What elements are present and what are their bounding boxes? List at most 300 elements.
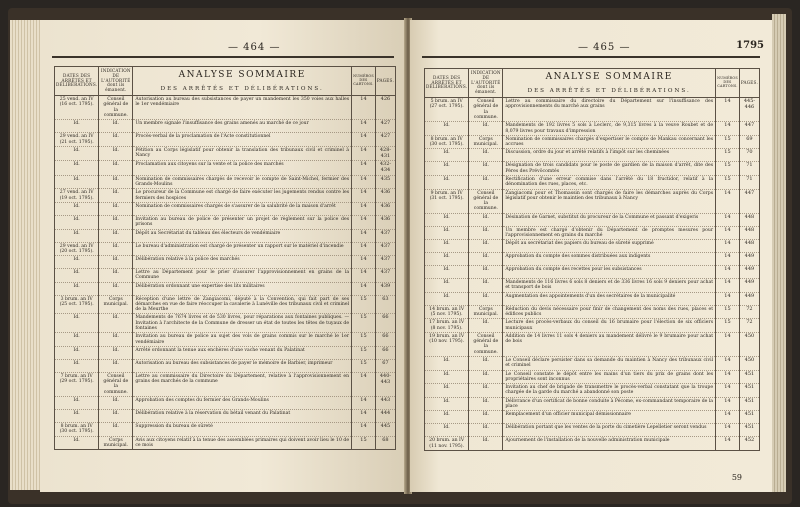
cell-authority: Id. [469,411,503,424]
cell-authority: Id. [99,397,133,410]
table-row [55,436,396,450]
cell-carton-number: 14 [716,98,740,122]
cell-carton-number: 15 [352,346,376,359]
cell-carton-number: 14 [352,161,376,176]
cell-analysis: Nomination de commissaires chargés de s'assurer de la salubrité de la maison d'arrêt [133,202,352,215]
cell-analysis: Mandements de 7674 livres et de 530 livres, pour réparations aux fontaines publiques. — Invitation à l'architecte de la Commune de dresser un état de toutes les têtes de tuyaux de fontaines [133,314,352,333]
table-row [55,146,396,161]
cell-carton-number: 14 [352,372,376,396]
table-row [55,314,396,333]
cell-date: 3 brum. an IV (25 oct. 1795). [55,295,99,314]
cell-carton-number: 14 [352,202,376,215]
cell-pages: 443 [375,397,395,410]
cell-analysis: Discussion, ordre du jour et arrêté relatifs à l'impôt sur les cheminées [503,149,716,162]
cell-date: Id. [55,229,99,242]
table-row [425,122,760,136]
cell-carton-number: 15 [716,175,740,189]
cell-date: Id. [425,175,469,189]
cell-date: Id. [425,213,469,226]
cell-pages: 71 [739,175,759,189]
cell-pages: 71 [739,162,759,176]
cell-analysis: Lettre au commissaire du directoire du Département sur l'insuffisance des approvisionnements du marché aux grains [503,98,716,122]
cell-authority: Id. [99,161,133,176]
cell-authority: Conseil général de la commune. [469,98,503,122]
cell-authority: Id. [469,279,503,293]
cell-carton-number: 14 [716,411,740,424]
cell-analysis: Lecture des procès-verbaux du conseil du 16 brumaire pour l'élection de six officiers municipaux [503,319,716,333]
cell-date: Id. [55,333,99,347]
cell-carton-number: 14 [352,175,376,189]
cell-analysis: Le procureur de la Commune est chargé de faire exécuter les jugements rendus contre les fermiers des hospices [133,189,352,203]
cell-pages: 449 [739,266,759,279]
cell-date: 7 brum. an IV (29 oct. 1795). [55,372,99,396]
cell-analysis: Proclamation aux citoyens sur la vente et la police des marchés [133,161,352,176]
cell-date: Id. [425,424,469,437]
table-row [425,279,760,293]
cell-authority: Corps municipal. [99,295,133,314]
cell-date: Id. [55,161,99,176]
page-number: — 464 — [228,42,281,53]
register-table [54,66,396,450]
cell-pages: 435 [375,175,395,189]
cell-analysis: Ajournement de l'installation de la nouvelle administration municipale [503,437,716,451]
cell-date: Id. [55,215,99,229]
cell-analysis: Approbation du compte des recettes pour les subsistances [503,266,716,279]
cell-date: Id. [425,279,469,293]
cell-pages: 445 [375,423,395,437]
cell-date: Id. [55,346,99,359]
cell-date: Id. [425,122,469,136]
cell-pages: 448 [739,240,759,253]
cell-date: Id. [425,149,469,162]
cell-authority: Id. [469,370,503,384]
cell-analysis: Rectification d'une erreur commise dans l'arrêté du 18 fructidor, relatif à la dénomination des rues, places, etc. [503,175,716,189]
cell-authority: Id. [469,149,503,162]
cell-analysis: Procès-verbal de la proclamation de l'Acte constitutionnel [133,133,352,147]
cell-pages: 72 [739,305,759,319]
cell-carton-number: 15 [716,162,740,176]
cell-carton-number: 14 [352,120,376,133]
cell-carton-number: 14 [716,122,740,136]
cell-carton-number: 14 [352,146,376,161]
table-row [55,410,396,423]
cell-authority: Id. [469,226,503,240]
table-row [425,292,760,305]
cell-analysis: Arrêté ordonnant la tenue aux enchères d'une vache venant du Palatinat [133,346,352,359]
cell-authority: Id. [99,423,133,437]
cell-carton-number: 14 [716,279,740,293]
cell-pages: 436 [375,202,395,215]
cell-carton-number: 15 [716,319,740,333]
cell-date: 20 brum. an IV (11 nov. 1795). [425,437,469,451]
cell-authority: Id. [99,314,133,333]
cell-analysis: Un membre est chargé d'obtenir du Département de promptes mesures pour l'approvisionnement en grains du marché [503,226,716,240]
cell-analysis: Invitation au chef de brigade de transmettre le procès-verbal constatant que la troupe chargée de la garde du marché a abandonné son poste [503,384,716,398]
cell-carton-number: 15 [716,149,740,162]
cell-authority: Conseil général de la commune. [99,96,133,120]
year-heading: 1795 [736,40,764,51]
cell-authority: Id. [99,229,133,242]
cell-analysis: Réduction du devis nécessaire pour finir de changement des noms des rues, places et édifices publics [503,305,716,319]
cell-date: Id. [55,269,99,283]
table-row [425,162,760,176]
cell-date: Id. [55,359,99,372]
table-row [55,242,396,256]
table-row [425,253,760,266]
cell-pages: 449 [739,292,759,305]
cell-analysis: Dépôt au secrétariat des papiers du bureau de sûreté supprimé [503,240,716,253]
cell-carton-number: 14 [716,384,740,398]
cell-analysis: Invitation au bureau de police au sujet des vols de grains commis sur le marché le 1er vendémiaire [133,333,352,347]
table-row [55,346,396,359]
cell-date: Id. [55,436,99,450]
cell-carton-number: 15 [716,135,740,149]
cell-date: Id. [55,146,99,161]
table-row [425,397,760,411]
cell-carton-number: 14 [352,189,376,203]
cell-authority: Id. [99,333,133,347]
cell-analysis: Nomination de commissaires chargés de recevoir le compte de Saint-Michel, fermier des Grands-Moulins [133,175,352,189]
table-row [55,372,396,396]
cell-carton-number: 14 [352,410,376,423]
cell-pages: 452 [739,437,759,451]
cell-analysis: Autorisation au bureau des subsistances de payer le mémoire de Barbier, imprimeur [133,359,352,372]
cell-date: Id. [55,314,99,333]
cell-analysis: Lettre au commissaire du Directoire du Département, relative à l'approvisionnement en grains des marchés de la commune [133,372,352,396]
cell-pages: 448 [739,213,759,226]
cell-date: Id. [55,410,99,423]
cell-authority: Id. [99,133,133,147]
table-row [425,332,760,356]
cell-carton-number: 14 [352,133,376,147]
table-row [55,282,396,295]
cell-carton-number: 14 [716,253,740,266]
folio-number: 59 [731,473,742,482]
cell-analysis: Mandements de 116 livres 6 sols 8 deniers et de 336 livres 16 sols 9 deniers pour achat et transport de bois [503,279,716,293]
cell-analysis: Nomination de commissaires chargés d'expertiser le compte de Mankau concernant les accrues [503,135,716,149]
cell-date: 17 brum. an IV (8 nov. 1795). [425,319,469,333]
table-row [55,295,396,314]
cell-carton-number: 14 [716,213,740,226]
table-row [425,370,760,384]
cell-pages: 70 [739,149,759,162]
cell-authority: Conseil général de la commune. [469,332,503,356]
table-row [425,240,760,253]
cell-date: 19 brum. an IV (10 nov. 1795). [425,332,469,356]
cell-pages: 449 [739,279,759,293]
cell-carton-number: 14 [716,424,740,437]
cell-pages: 432-434 [375,161,395,176]
table-row [55,189,396,203]
cell-analysis: Le bureau d'administration est chargé de présenter un rapport sur le matériel d'incendie [133,242,352,256]
cell-pages: 68 [375,436,395,450]
cell-date: Id. [425,370,469,384]
table-row [425,175,760,189]
table-row [55,397,396,410]
cell-date: Id. [55,120,99,133]
cell-carton-number: 15 [352,314,376,333]
cell-carton-number: 14 [352,423,376,437]
cell-date: Id. [425,357,469,371]
cell-date: Id. [55,397,99,410]
cell-analysis: Approbation du compte des sommes distribuées aux indigents [503,253,716,266]
cell-analysis: Invitation au bureau de police de présenter un projet de règlement sur la police des prisons [133,215,352,229]
cell-pages: 436 [375,189,395,203]
cell-analysis: Délivrance d'un certificat de bonne conduite à Pécome, ex-commandant temporaire de la place [503,397,716,411]
cell-authority: Id. [469,162,503,176]
cell-carton-number: 14 [716,189,740,213]
page-number: — 465 — [578,42,631,53]
right-page [410,20,772,492]
cell-pages: 66 [375,346,395,359]
cell-carton-number: 14 [352,256,376,269]
cell-analysis: Augmentation des appointements d'un des secrétaires de la municipalité [503,292,716,305]
cell-pages: 451 [739,424,759,437]
cell-carton-number: 14 [352,242,376,256]
header-analyse: ANALYSE SOMMAIRE DES ARRÊTÉS ET DÉLIBÉRATIONS. [133,67,352,96]
cell-carton-number: 14 [716,397,740,411]
table-row [425,189,760,213]
table-row [55,423,396,437]
cell-date: Id. [55,256,99,269]
cell-authority: Id. [99,215,133,229]
table-row [425,213,760,226]
cell-pages: 451 [739,411,759,424]
page-edges-left [10,20,40,490]
cell-date: Id. [425,240,469,253]
cell-pages: 447 [739,189,759,213]
table-row [55,161,396,176]
table-row [425,424,760,437]
table-header [425,69,760,98]
table-row [55,269,396,283]
cell-carton-number: 14 [352,96,376,120]
cell-pages: 69 [739,135,759,149]
cell-carton-number: 14 [352,397,376,410]
cell-pages: 427 [375,120,395,133]
cell-date: 29 vend. an IV (21 oct. 1795). [55,133,99,147]
table-row [425,226,760,240]
cell-pages: 426 [375,96,395,120]
cell-analysis: Remplacement d'un officier municipal démissionnaire [503,411,716,424]
header-indication: INDICATION DE L'AUTORITÉ dont ils émanent. [469,69,503,98]
cell-carton-number: 14 [716,292,740,305]
register-table [424,68,760,451]
cell-carton-number: 14 [352,215,376,229]
cell-date: 14 brum. an IV (5 nov. 1795). [425,305,469,319]
cell-pages: 448 [739,226,759,240]
cell-date: 25 vend. an IV (16 oct. 1795). [55,96,99,120]
header-indication: INDICATION DE L'AUTORITÉ dont ils émanent. [99,67,133,96]
table-row [425,319,760,333]
cell-analysis: Désignation de trois candidats pour le poste de gardien de la maison d'arrêt, dite des Pères des Prévôcomtés [503,162,716,176]
table-row [425,437,760,451]
table-row [425,149,760,162]
cell-authority: Conseil général de la commune. [469,189,503,213]
table-row [55,215,396,229]
left-page [40,20,406,492]
cell-pages: 67 [375,359,395,372]
cell-analysis: Dépôt au Secrétariat du tableau des électeurs de vendémiaire [133,229,352,242]
table-row [55,256,396,269]
cell-analysis: Désination de Garnet, substitut du procureur de la Commune et passant d'exigeris [503,213,716,226]
cell-pages: 445-446 [739,98,759,122]
cell-analysis: Avis aux citoyens relatif à la tenue des assemblées primaires qui doivent avoir lieu le 10 de ce mois [133,436,352,450]
table-row [55,175,396,189]
cell-authority: Id. [99,189,133,203]
cell-analysis: Délibération portant que les ventes de la porte du cimetière Lepelletier seront vendus [503,424,716,437]
cell-authority: Corps municipal. [469,305,503,319]
cell-analysis: Un membre signale l'insuffisance des grains amenés au marché de ce jour [133,120,352,133]
cell-authority: Id. [469,397,503,411]
table-row [425,411,760,424]
header-dates: DATES DES ARRÊTÉS ET DÉLIBÉRATIONS. [55,67,99,96]
header-analyse: ANALYSE SOMMAIRE DES ARRÊTÉS ET DÉLIBÉRATIONS. [503,69,716,98]
cell-analysis: Lettre au Département pour le prier d'assurer l'approvisionnement en grains de la Commune [133,269,352,283]
cell-authority: Corps municipal. [469,135,503,149]
cell-pages: 437 [375,269,395,283]
cell-pages: 66 [375,333,395,347]
header-pages: PAGES. [375,67,395,96]
cell-analysis: Pétition au Corps législatif pour obtenir la translation des tribunaux civil et criminel à Nancy [133,146,352,161]
cell-analysis: Approbation des comptes du fermier des Grands-Moulins [133,397,352,410]
cell-analysis: Délibération relative à la réservation du bétail venant du Palatinat [133,410,352,423]
cell-analysis: Le Conseil constate le dépôt entre les mains d'un tiers du prix de grains dont les propriétaires sont inconnus [503,370,716,384]
cell-analysis: Mandements de 192 livres 5 sols à Leclerc, de 9,315 livres à la veuve Roubet et de 8,079 livres pour travaux d'impression [503,122,716,136]
table-row [425,266,760,279]
cell-carton-number: 15 [352,333,376,347]
cell-pages: 437 [375,229,395,242]
table-row [55,96,396,120]
table-row [425,357,760,371]
header-numeros: NUMÉROS DES CARTONS. [716,69,740,98]
cell-date: 8 brum. an IV (30 oct. 1795). [55,423,99,437]
cell-pages: 428-431 [375,146,395,161]
cell-carton-number: 14 [716,226,740,240]
table-row [55,133,396,147]
cell-analysis: Addition de 14 livres 11 sols 4 deniers au mandement délivré le 9 brumaire pour achat de bois [503,332,716,356]
table-row [425,305,760,319]
cell-carton-number: 14 [352,282,376,295]
cell-date: Id. [425,292,469,305]
cell-authority: Id. [469,175,503,189]
cell-analysis: Zangiacomi pour et Thomassin sont chargés de faire les démarches auprès du Corps législatif pour obtenir le maintien des tribunaux à Nancy [503,189,716,213]
cell-pages: 63 [375,295,395,314]
header-rule [52,56,394,58]
cell-carton-number: 15 [352,436,376,450]
header-pages: PAGES. [739,69,759,98]
cell-authority: Id. [469,292,503,305]
cell-authority: Id. [99,120,133,133]
table-row [425,384,760,398]
cell-authority: Id. [469,253,503,266]
cell-authority: Id. [469,122,503,136]
table-row [55,202,396,215]
cell-carton-number: 14 [352,269,376,283]
table-header [55,67,396,96]
table-row [55,229,396,242]
cell-authority: Id. [99,269,133,283]
cell-carton-number: 14 [716,357,740,371]
cell-date: Id. [55,282,99,295]
cell-pages: 449 [739,253,759,266]
cell-pages: 451 [739,384,759,398]
cell-carton-number: 14 [716,240,740,253]
cell-authority: Corps municipal. [99,436,133,450]
cell-date: 8 brum. an IV (30 oct. 1795). [425,135,469,149]
cell-authority: Id. [469,384,503,398]
cell-authority: Id. [99,202,133,215]
cell-analysis: Réception d'une lettre de Zangiacomi, député à la Convention, qui fait part de ses démarches en vue de faire réoccuper la cavalerie à Lunéville des tribunaux civil et criminel de la Meurthe [133,295,352,314]
cell-pages: 72 [739,319,759,333]
cell-authority: Id. [469,424,503,437]
cell-date: Id. [55,202,99,215]
cell-pages: 66 [375,314,395,333]
cell-authority: Id. [99,346,133,359]
cell-authority: Id. [99,410,133,423]
cell-analysis: Autorisation au bureau des subsistances de payer un mandement les 350 voies aux halles le 1er vendémiaire [133,96,352,120]
cell-authority: Id. [99,256,133,269]
cell-date: Id. [425,162,469,176]
cell-analysis: Délibération ordonnant une expertise des lits militaires [133,282,352,295]
table-row [55,333,396,347]
table-row [55,359,396,372]
cell-pages: 451 [739,397,759,411]
table-row [425,135,760,149]
cell-authority: Id. [469,437,503,451]
cell-pages: 447 [739,122,759,136]
cell-carton-number: 14 [716,266,740,279]
header-rule [422,56,760,58]
cell-authority: Conseil général de la commune. [99,372,133,396]
cell-carton-number: 15 [352,359,376,372]
cell-date: 9 brum. an IV (31 oct. 1795). [425,189,469,213]
cell-authority: Id. [469,357,503,371]
cell-analysis: Suppression du bureau de sûreté [133,423,352,437]
table-row [425,98,760,122]
cell-date: 5 brum. an IV (27 oct. 1795). [425,98,469,122]
cell-date: Id. [425,266,469,279]
cell-carton-number: 15 [716,305,740,319]
cell-analysis: Le Conseil déclare persister dans sa demande du maintien à Nancy des tribunaux civil et criminel [503,357,716,371]
cell-date: Id. [425,253,469,266]
cell-carton-number: 14 [352,229,376,242]
cell-date: Id. [55,175,99,189]
cell-carton-number: 14 [716,370,740,384]
cell-authority: Id. [469,319,503,333]
cell-authority: Id. [99,242,133,256]
cell-carton-number: 14 [716,332,740,356]
header-numeros: NUMÉROS DES CARTONS. [352,67,376,96]
cell-carton-number: 14 [716,437,740,451]
cell-pages: 439 [375,282,395,295]
cell-authority: Id. [469,240,503,253]
cell-pages: 436 [375,215,395,229]
page-edges-right [772,14,786,492]
cell-date: Id. [425,397,469,411]
cell-analysis: Délibération relative à la police des marchés [133,256,352,269]
cell-pages: 450 [739,357,759,371]
cell-authority: Id. [99,175,133,189]
cell-authority: Id. [469,266,503,279]
cell-authority: Id. [99,359,133,372]
cell-pages: 440-443 [375,372,395,396]
cell-pages: 451 [739,370,759,384]
cell-pages: 427 [375,133,395,147]
cell-date: Id. [425,226,469,240]
cell-carton-number: 15 [352,295,376,314]
cell-authority: Id. [99,282,133,295]
